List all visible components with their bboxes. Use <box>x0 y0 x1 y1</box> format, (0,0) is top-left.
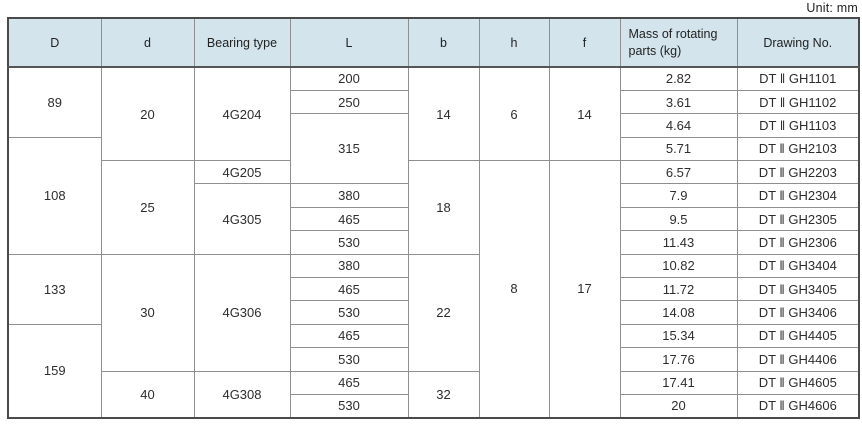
cell-mass: 5.71 <box>620 137 737 160</box>
cell-L: 530 <box>290 394 408 417</box>
column-header-D: D <box>8 18 101 67</box>
unit-label: Unit: mm <box>806 1 858 15</box>
cell-type: 4G204 <box>194 67 290 161</box>
cell-mass: 2.82 <box>620 67 737 90</box>
cell-h: 6 <box>479 67 549 161</box>
cell-drw: DT ‖ GH4406 <box>737 348 859 371</box>
cell-L: 315 <box>290 114 408 184</box>
cell-b: 18 <box>408 161 479 255</box>
cell-L: 250 <box>290 90 408 113</box>
table-row <box>8 254 859 277</box>
cell-D: 133 <box>8 254 101 324</box>
cell-D: 108 <box>8 137 101 254</box>
cell-drw: DT ‖ GH4606 <box>737 394 859 417</box>
cell-mass: 10.82 <box>620 254 737 277</box>
cell-drw: DT ‖ GH2304 <box>737 184 859 207</box>
table-body <box>8 67 859 418</box>
cell-d: 25 <box>101 161 194 255</box>
cell-f: 14 <box>549 67 620 161</box>
cell-L: 380 <box>290 254 408 277</box>
table-row <box>8 161 859 184</box>
cell-drw: DT ‖ GH1103 <box>737 114 859 137</box>
cell-L: 530 <box>290 348 408 371</box>
cell-L: 465 <box>290 324 408 347</box>
cell-drw: DT ‖ GH4405 <box>737 324 859 347</box>
bearing-spec-table <box>7 17 860 419</box>
cell-L: 465 <box>290 371 408 394</box>
cell-drw: DT ‖ GH3404 <box>737 254 859 277</box>
cell-type: 4G205 <box>194 161 290 184</box>
cell-mass: 4.64 <box>620 114 737 137</box>
cell-L: 380 <box>290 184 408 207</box>
column-header-drw: Drawing No. <box>737 18 859 67</box>
cell-d: 30 <box>101 254 194 371</box>
cell-drw: DT ‖ GH1102 <box>737 90 859 113</box>
cell-drw: DT ‖ GH2203 <box>737 161 859 184</box>
cell-b: 32 <box>408 371 479 418</box>
cell-mass: 3.61 <box>620 90 737 113</box>
table-header <box>8 18 859 67</box>
cell-f: 17 <box>549 161 620 418</box>
column-header-mass: Mass of rotating parts (kg) <box>620 18 737 67</box>
cell-mass: 14.08 <box>620 301 737 324</box>
cell-mass: 20 <box>620 394 737 417</box>
cell-d: 40 <box>101 371 194 418</box>
cell-type: 4G308 <box>194 371 290 418</box>
column-header-d: d <box>101 18 194 67</box>
cell-drw: DT ‖ GH1101 <box>737 67 859 90</box>
table-row <box>8 371 859 394</box>
cell-mass: 11.72 <box>620 278 737 301</box>
cell-drw: DT ‖ GH4605 <box>737 371 859 394</box>
column-header-h: h <box>479 18 549 67</box>
cell-drw: DT ‖ GH3405 <box>737 278 859 301</box>
cell-mass: 17.41 <box>620 371 737 394</box>
cell-mass: 6.57 <box>620 161 737 184</box>
cell-drw: DT ‖ GH3406 <box>737 301 859 324</box>
cell-D: 159 <box>8 324 101 418</box>
cell-b: 22 <box>408 254 479 371</box>
cell-b: 14 <box>408 67 479 161</box>
cell-L: 530 <box>290 301 408 324</box>
cell-mass: 9.5 <box>620 207 737 230</box>
cell-L: 200 <box>290 67 408 90</box>
cell-d: 20 <box>101 67 194 161</box>
cell-mass: 15.34 <box>620 324 737 347</box>
table-row <box>8 67 859 90</box>
cell-mass: 17.76 <box>620 348 737 371</box>
column-header-f: f <box>549 18 620 67</box>
cell-D: 89 <box>8 67 101 137</box>
header-row <box>8 18 859 67</box>
cell-mass: 7.9 <box>620 184 737 207</box>
column-header-type: Bearing type <box>194 18 290 67</box>
cell-drw: DT ‖ GH2305 <box>737 207 859 230</box>
cell-h: 8 <box>479 161 549 418</box>
cell-L: 465 <box>290 278 408 301</box>
cell-type: 4G305 <box>194 184 290 254</box>
cell-type: 4G306 <box>194 254 290 371</box>
cell-L: 530 <box>290 231 408 254</box>
cell-drw: DT ‖ GH2306 <box>737 231 859 254</box>
cell-L: 465 <box>290 207 408 230</box>
column-header-L: L <box>290 18 408 67</box>
column-header-b: b <box>408 18 479 67</box>
cell-mass: 11.43 <box>620 231 737 254</box>
cell-drw: DT ‖ GH2103 <box>737 137 859 160</box>
